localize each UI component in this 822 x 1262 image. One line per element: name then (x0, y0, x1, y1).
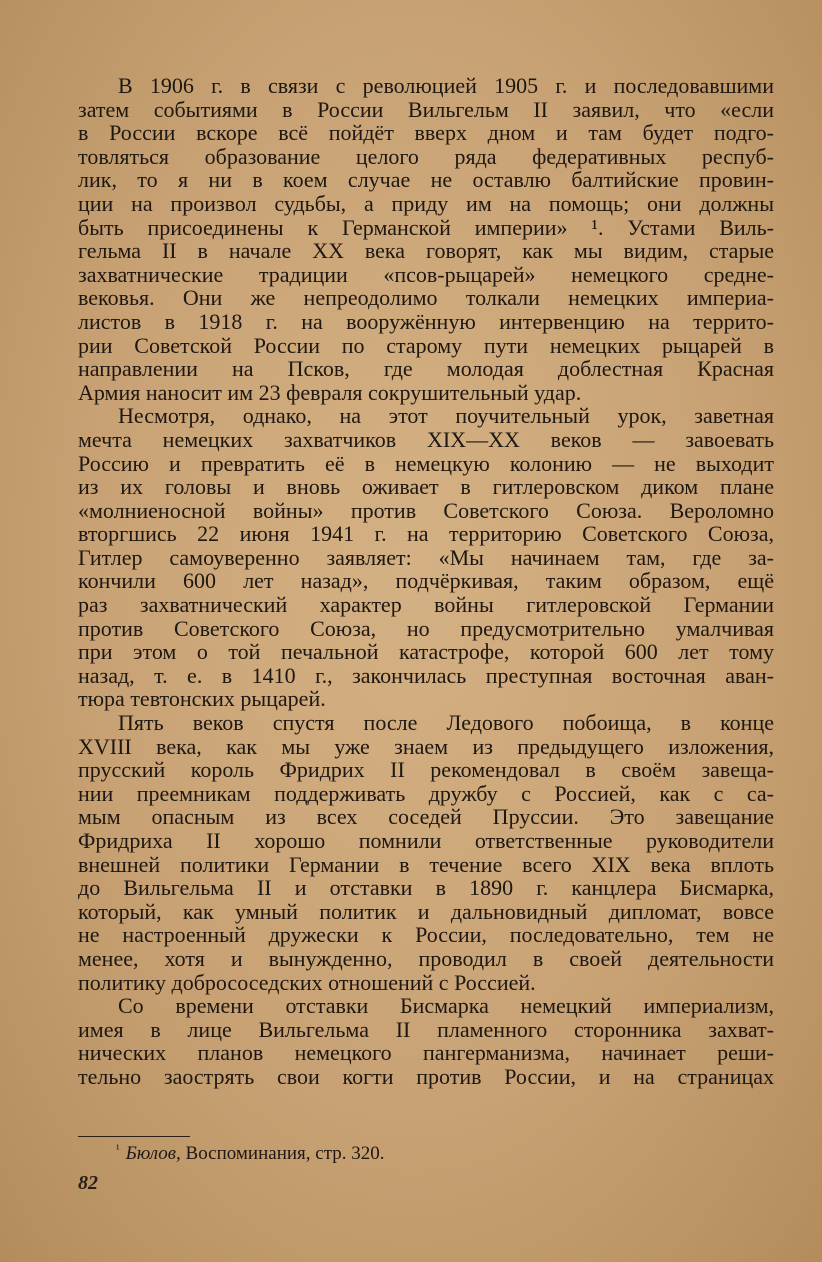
text-line: вековья. Они же непреодолимо толкали немецких империа- (78, 285, 774, 311)
text-line: XVIII века, как мы уже знаем из предыдущего изложения, (78, 733, 774, 759)
text-line: лик, то я ни в коем случае не оставлю балтийские провин- (78, 167, 774, 193)
text-line: товляться образование целого ряда федеративных респуб- (78, 143, 774, 169)
page-number: 82 (78, 1172, 98, 1194)
text-line: Пять веков спустя после Ледового побоища, в конце (118, 710, 774, 736)
text-line: тюра тевтонских рыцарей. (78, 686, 326, 712)
text-line: вторгшись 22 июня 1941 г. на территорию Советского Союза, (78, 521, 774, 547)
text-line: Несмотря, однако, на этот поучительный урок, заветная (118, 403, 774, 429)
text-line: захватнические традиции «псов-рыцарей» немецкого средне- (78, 261, 774, 287)
text-line: при этом о той печальной катастрофе, которой 600 лет тому (78, 639, 774, 665)
footnote-divider (78, 1136, 190, 1137)
text-line: направлении на Псков, где молодая доблестная Красная (78, 356, 774, 382)
footnote-author: Бюлов, (125, 1143, 181, 1164)
text-line: тельно заострять свои когти против России, и на страницах (78, 1063, 774, 1089)
text-line: кончили 600 лет назад», подчёркивая, таким образом, ещё (78, 568, 774, 594)
text-line: не настроенный дружески к России, последовательно, тем не (78, 922, 774, 948)
text-line: назад, т. е. в 1410 г., закончилась преступная восточная аван- (78, 662, 774, 688)
text-line: раз захватнический характер войны гитлеровской Германии (78, 592, 774, 618)
text-line: имея в лице Вильгельма II пламенного сторонника захват- (78, 1016, 774, 1042)
text-line: который, как умный политик и дальновидный дипломат, вовсе (78, 898, 774, 924)
text-line: внешней политики Германии в течение всего XIX века вплоть (78, 851, 774, 877)
text-line: быть присоединены к Германской империи» ¹. Устами Виль- (78, 214, 774, 240)
text-line: «молниеносной войны» против Советского Союза. Вероломно (78, 497, 774, 523)
main-text (78, 74, 774, 1089)
text-line: мым опасным из всех соседей Пруссии. Это завещание (78, 804, 774, 830)
paragraph (78, 994, 774, 1088)
text-line: Гитлер самоуверенно заявляет: «Мы начинаем там, где за- (78, 544, 774, 570)
text-line: гельма II в начале XX века говорят, как мы видим, старые (78, 238, 774, 264)
footnote-text: Воспоминания, стр. 320. (185, 1143, 385, 1164)
text-line: нии преемникам поддерживать дружбу с Россией, как с са- (78, 780, 774, 806)
text-line: политику добрососедских отношений с Россией. (78, 969, 536, 995)
text-line: Армия наносит им 23 февраля сокрушительный удар. (78, 379, 582, 405)
paragraph (78, 404, 774, 711)
footnote-marker: ¹ (116, 1142, 120, 1156)
text-line: Со времени отставки Бисмарка немецкий империализм, (118, 993, 774, 1019)
text-line: ции на произвол судьбы, а приду им на помощь; они должны (78, 190, 774, 216)
text-line: нических планов немецкого пангерманизма, начинает реши- (78, 1040, 774, 1066)
text-line: Фридриха II хорошо помнили ответственные руководители (78, 828, 774, 853)
text-line: менее, хотя и вынужденно, проводил в своей деятельности (78, 945, 774, 971)
text-line: прусский король Фридрих II рекомендовал в своём завеща- (78, 757, 774, 783)
paragraph (78, 74, 774, 404)
text-line: мечта немецких захватчиков XIX—XX веков — завоевать (78, 426, 774, 452)
text-line: в России вскоре всё пойдёт вверх дном и там будет подго- (78, 120, 774, 146)
footnote (116, 1142, 385, 1165)
text-line: против Советского Союза, но предусмотрительно умалчивая (78, 615, 774, 641)
text-line: В 1906 г. в связи с революцией 1905 г. и последовавшими (118, 73, 774, 98)
text-line: из их головы и вновь оживает в гитлеровском диком плане (78, 474, 774, 500)
text-line: Россию и превратить её в немецкую колонию — не выходит (78, 450, 774, 476)
text-line: затем событиями в России Вильгельм II заявил, что «если (78, 96, 774, 122)
text-line: до Вильгельма II и отставки в 1890 г. канцлера Бисмарка, (78, 875, 774, 901)
text-line: листов в 1918 г. на вооружённую интервенцию на террито- (78, 308, 774, 334)
text-line: рии Советской России по старому пути немецких рыцарей в (78, 332, 774, 358)
paragraph (78, 711, 774, 994)
